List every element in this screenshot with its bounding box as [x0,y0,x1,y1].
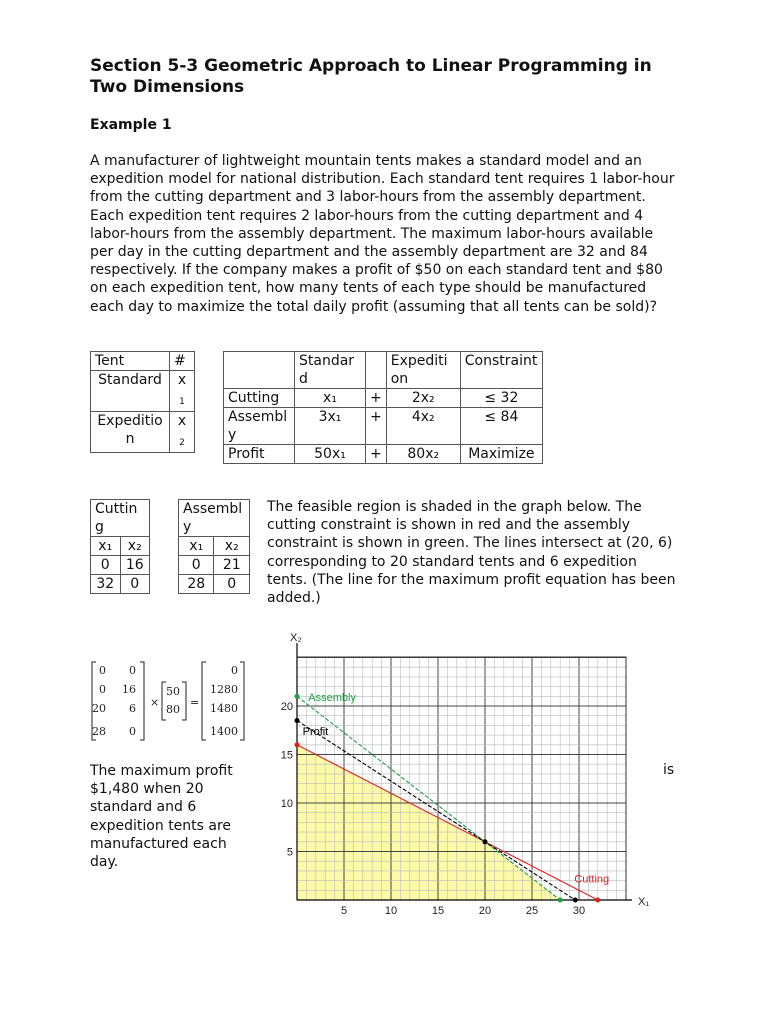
matrix-equals: = [190,696,200,709]
ct-cell: Maximize [460,445,542,464]
matrix-left-cell: 20 [92,702,106,715]
matrix-equation [88,660,248,744]
var-symbol-1: x $_1$ [170,371,195,412]
series-point [573,898,578,903]
matrix-mid-cell: 50 [166,685,180,698]
y-axis-label: X₂ [290,632,302,644]
legend-profit: Profit [302,726,329,739]
x-tick-label: 25 [525,905,539,915]
matrix-left-cell: 0 [129,664,136,677]
matrix-left-cell: 0 [99,664,106,677]
ct-header-standard: Standard [295,352,366,389]
series-point [295,742,300,747]
legend-cutting: Cutting [574,873,610,886]
page-title: Section 5-3 Geometric Approach to Linear Programming in Two Dimensions [90,56,652,97]
x-axis-label: X₁ [638,896,650,908]
assembly-col: x₂ [214,537,250,556]
max-profit-lead: The maximum profit [90,763,233,779]
ct-header-expedition: Expedition [386,352,460,389]
ct-cell: 3x₁ [295,408,366,445]
problem-statement: A manufacturer of lightweight mountain tents makes a standard model and an expedition model for national distribution. Each standard tent requires 1 labor-hour from the cutting department and 3 labor-hours from the assembly department. Each expedition tent requires 2 labor-hours from the cutting department and 4 labor-hours from the assembly department. The maximum labor-hours available per day in the cutting department and the assembly department are 32 and 84 respectively. If the company makes a profit of $50 on each standard tent and $80 on each expedition tent, how many tents of each type should be manufactured each day to maximize the total daily profit (assuming that all tents can be sold)? [90,153,675,315]
is-text: is [663,762,675,778]
x-tick-label: 5 [340,905,348,915]
var-header-tent: Tent [91,352,170,371]
assembly-table-title: Assembly [179,500,250,537]
y-tick-label: 15 [280,749,293,762]
ct-cell: + [366,408,387,445]
feasible-region-text: The feasible region is shaded in the graph below. The cutting constraint is shown in red and the assembly constraint is shown in green. The lines intersect at (20, 6) corresponding to 20 standard tents and 6 expedition tents. (The line for the maximum profit equation has been added.) [267,499,676,607]
matrix-mid-cell: 80 [166,703,180,716]
example-heading: Example 1 [90,117,172,133]
matrix-right-cell: 1400 [210,725,238,738]
assembly-table [178,499,250,594]
max-profit-text [90,762,250,871]
matrix-left-cell: 0 [99,683,106,696]
var-header-count: # [170,352,195,371]
series-point [295,694,300,699]
ct-row-label: Profit [224,445,295,464]
var-symbol-2: x $_2$ [170,412,195,453]
lp-graph [270,625,660,915]
cutting-cell: 16 [120,556,150,575]
ct-header-constraint: Constraint [460,352,542,389]
matrix-right-cell: 0 [231,664,238,677]
assembly-cell: 28 [179,575,214,594]
matrix-right-cell: 1280 [210,683,238,696]
legend-assembly: Assembly [308,692,356,705]
y-tick-label: 20 [280,701,293,713]
x-tick-label: 30 [572,905,586,915]
intersection-point [483,839,488,844]
variable-table [90,351,195,453]
matrix-left-cell: 6 [129,702,136,715]
ct-cell: x₁ [295,389,366,408]
x-tick-label: 10 [384,905,398,915]
constraint-table [223,351,543,464]
var-tent-expedition: Expedition [91,412,170,453]
ct-cell: ≤ 84 [460,408,542,445]
ct-row-label: Assembly [224,408,295,445]
x-tick-label: 20 [478,905,492,915]
ct-cell: 50x₁ [295,445,366,464]
ct-cell: 4x₂ [386,408,460,445]
ct-row-label: Cutting [224,389,295,408]
assembly-cell: 0 [179,556,214,575]
assembly-cell: 0 [214,575,250,594]
cutting-cell: 32 [91,575,121,594]
assembly-cell: 21 [214,556,250,575]
ct-cell: + [366,389,387,408]
matrix-right-cell: 1480 [210,702,238,715]
cutting-cell: 0 [91,556,121,575]
ct-header-blank [224,352,295,389]
cutting-table-title: Cutting [91,500,150,537]
var-tent-standard: Standard [91,371,170,412]
max-profit-rest: $1,480 when 20 standard and 6 expedition tents are manufactured each day. [90,781,232,871]
matrix-left-cell: 0 [129,725,136,738]
cutting-col: x₁ [91,537,121,556]
ct-cell: 80x₂ [386,445,460,464]
matrix-left-cell: 16 [122,683,136,696]
ct-cell: ≤ 32 [460,389,542,408]
cutting-col: x₂ [120,537,150,556]
assembly-col: x₁ [179,537,214,556]
x-tick-label: 15 [431,905,445,915]
series-point [595,898,600,903]
ct-cell: + [366,445,387,464]
ct-header-op [366,352,387,389]
y-tick-label: 5 [286,846,293,859]
cutting-table [90,499,150,594]
matrix-left-cell: 28 [92,725,106,738]
series-point [558,898,563,903]
y-tick-label: 10 [280,798,293,810]
ct-cell: 2x₂ [386,389,460,408]
series-point [295,718,300,723]
matrix-times: × [150,696,160,709]
cutting-cell: 0 [120,575,150,594]
